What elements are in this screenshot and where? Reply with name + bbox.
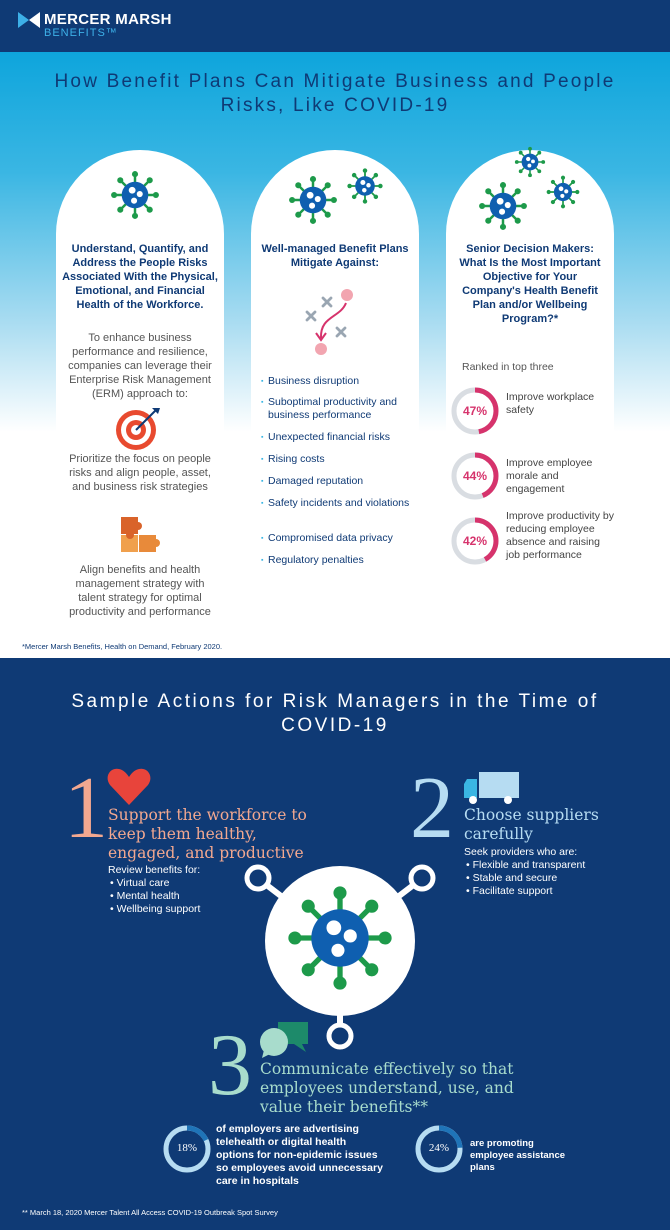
pct-value: 47%: [462, 404, 488, 418]
section-title: Sample Actions for Risk Managers in the Time of COVID-19: [71, 691, 599, 736]
col1-intro: To enhance business performance and resilience, companies can leverage their Enterprise Risk Management (ERM) approach to:: [68, 332, 212, 400]
objective-label: Improve productivity by reducing employee absence and raising job performance: [506, 510, 614, 561]
chat-bubbles-icon: [258, 1020, 312, 1060]
stat-value: 18%: [176, 1142, 198, 1154]
objective-label: Improve employee morale and engagement: [506, 457, 593, 495]
action-number: 2: [410, 760, 454, 857]
col2-heading: Well-managed Benefit Plans Mitigate Against:: [261, 243, 409, 269]
stat-value: 24%: [428, 1142, 450, 1154]
risk-item: ▪ Business disruption: [268, 375, 418, 388]
page-title: How Benefit Plans Can Mitigate Business and People Risks, Like COVID-19: [54, 71, 616, 116]
benefit-item-label: Wellbeing support: [116, 903, 201, 915]
risk-item: ▪ Compromised data privacy: [268, 532, 418, 545]
risk-item: ▪ Safety incidents and violations: [268, 497, 418, 510]
supplier-item-label: Facilitate support: [472, 885, 553, 897]
footnote: *Mercer Marsh Benefits, Health on Demand, February 2020.: [22, 642, 223, 651]
strategy-plan-icon: [300, 286, 360, 358]
supplier-item-label: Stable and secure: [472, 872, 558, 884]
stat-text: are promoting employee assistance plans: [470, 1138, 566, 1173]
brand-subname: BENEFITS™: [44, 27, 118, 39]
risk-item: ▪ Unexpected financial risks: [268, 431, 418, 444]
action-number: 1: [64, 760, 108, 857]
puzzle-icon: [118, 514, 164, 558]
benefit-item: • Mental health: [110, 890, 180, 902]
benefit-item: • Virtual care: [110, 877, 170, 889]
mercer-logo-icon: [18, 12, 40, 28]
supplier-item: • Flexible and transparent: [466, 859, 586, 871]
action-intro: Seek providers who are:: [464, 846, 578, 858]
risk-item: ▪ Damaged reputation: [268, 475, 418, 488]
brand-name: MERCER MARSH: [44, 11, 172, 28]
supplier-item: • Stable and secure: [466, 872, 558, 884]
virus-cluster-icon: [470, 142, 594, 242]
benefit-item-label: Mental health: [116, 890, 180, 902]
action-intro: Review benefits for:: [108, 864, 201, 876]
virus-pair-icon: [281, 164, 391, 228]
col1-item1: Prioritize the focus on people risks and align people, asset, and business risk strategies: [69, 453, 211, 493]
ranked-label: Ranked in top three: [462, 361, 554, 373]
pct-value: 44%: [462, 469, 488, 483]
action-heading: Support the workforce to keep them healthy, engaged, and productive: [108, 806, 307, 862]
risk-item: ▪ Suboptimal productivity and business performance: [268, 396, 418, 422]
heart-icon: [106, 767, 152, 807]
virus-icon: [105, 168, 165, 224]
delivery-truck-icon: [462, 770, 522, 806]
col1-heading: Understand, Quantify, and Address the People Risks Associated With the Physical, Emotional, and Financial Health of the Workforce.: [62, 243, 218, 311]
action-heading: Choose suppliers carefully: [464, 806, 599, 843]
supplier-item: • Facilitate support: [466, 885, 553, 897]
risk-item: ▪ Regulatory penalties: [268, 554, 418, 567]
action-heading: Communicate effectively so that employees understand, use, and value their benefits**: [260, 1060, 514, 1116]
action-number: 3: [208, 1017, 252, 1114]
benefit-item: • Wellbeing support: [110, 903, 201, 915]
supplier-item-label: Flexible and transparent: [472, 859, 586, 871]
stat-text: of employers are advertising telehealth or digital health options for non-epidemic issues so employees avoid unnecessary care in hospitals: [216, 1123, 383, 1187]
target-icon: [114, 406, 162, 452]
col3-heading: Senior Decision Makers: What Is the Most Important Objective for Your Company's Health Benefit Plan and/or Wellbeing Program?*: [459, 243, 601, 325]
benefit-item-label: Virtual care: [116, 877, 170, 889]
risk-item: ▪ Rising costs: [268, 453, 418, 466]
footnote: ** March 18, 2020 Mercer Talent All Access COVID-19 Outbreak Spot Survey: [22, 1208, 278, 1217]
pct-value: 42%: [462, 534, 488, 548]
col1-item2: Align benefits and health management strategy with talent strategy for optimal productivity and performance: [69, 564, 211, 618]
objective-label: Improve workplace safety: [506, 391, 595, 416]
